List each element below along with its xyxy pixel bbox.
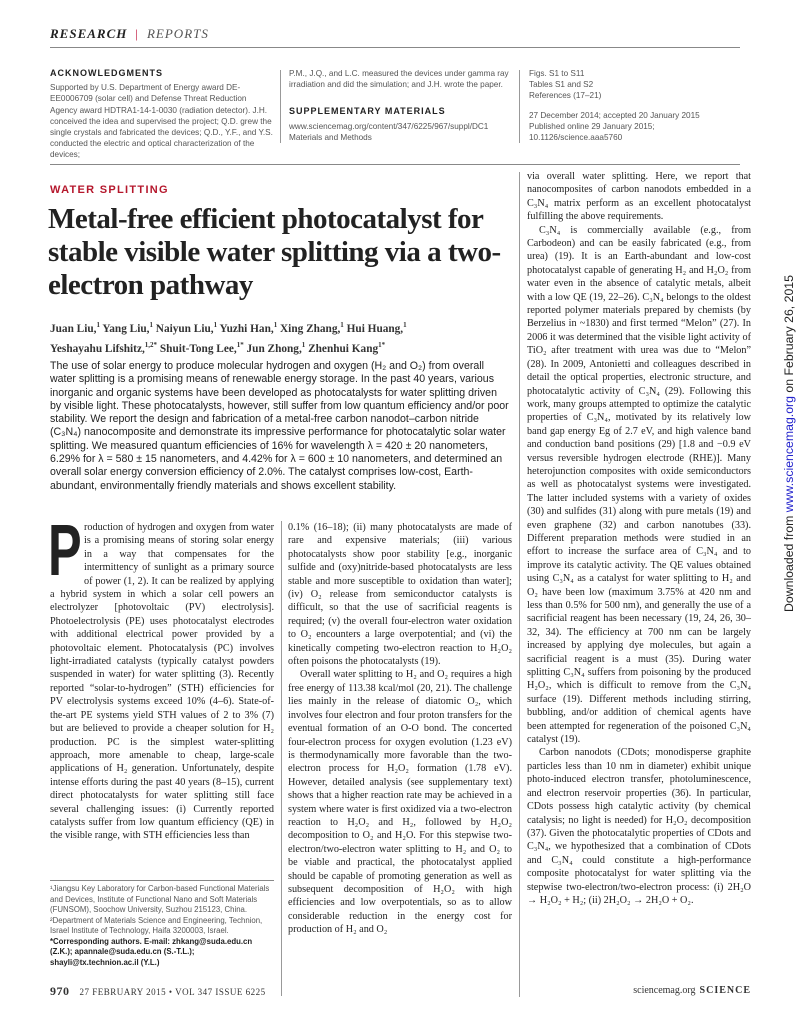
body-column-2 [288, 521, 512, 937]
body-column-3 [527, 170, 751, 907]
doi: 10.1126/science.aaa5760 [529, 133, 623, 143]
supplementary-item: Materials and Methods [289, 132, 372, 142]
column-divider [281, 521, 282, 996]
acknowledgments-text: Supported by U.S. Department of Energy award DE-EE0006709 (solar cell) and Defense Threat Reduction Agency award HDTRA1-14-1-0030 (radiation detector). J.H. conceived the idea and supervised the project; Q.D. grew the single crystals and fabricated the devices; Q.D., Y.F., and Y.S. conducted the electric and optical characterization of the devices; [50, 83, 273, 160]
author: Zhenhui Kang$^{1*}$ [308, 340, 386, 355]
body-column-1 [48, 511, 274, 843]
supplementary-url[interactable]: www.sciencemag.org/content/347/6225/967/suppl/DC1 [289, 121, 489, 131]
body-paragraph: roduction of hydrogen and oxygen from water is a promising means of storing solar energy in a way that compensates for the intermittency of sunlight as a primary source of power (1, 2). It can be realized by applying a hybrid system in which a solar cell powers an electrolyzer [photovoltaic (PV) electrolysis]. Photoelectrolysis (PE) uses photocatalyst electrodes with additional electrical power provided by a photovoltaic element. Photocatalysis (PC) involves light-irradiated catalysts (typically catalyst powders suspended in water) for water splitting (3). Recently reported “solar-to-hydrogen” (STH) efficiencies for PV electrolysis systems exceed 10% (4–6). State-of-the-art PE systems yield STH values of 2 to 3% (7) but are believed to provide a cheaper solution for H₂ production. PC is the simplest water-splitting approach, more amenable to cheap, large-scale applications of H₂ generation. Unfortunately, despite intense efforts during the past 40 years (8–15), current direct photocatalysts for water splitting still face several challenging issues: (i) Currently reported catalysts suffer from low quantum efficiency (QE) in the visible range, with STH efficiencies less than [50, 522, 274, 842]
author: Hui Huang,$^1$ [346, 321, 407, 335]
section-label: RESEARCH [50, 26, 128, 41]
issue-line: 27 FEBRUARY 2015 • VOL 347 ISSUE 6225 [79, 987, 266, 997]
corresponding-authors: *Corresponding authors. E-mail: zhkang@suda.edu.cn (Z.K.); apannale@suda.edu.cn (S.-T.L.); shayli@tx.technion.ac.il (Y.L.) [50, 936, 253, 967]
published-date: Published online 29 January 2015; [529, 121, 655, 131]
author: Shuit-Tong Lee,$^{1*}$ [159, 340, 244, 355]
folio-left [50, 984, 266, 999]
column-divider [519, 70, 520, 143]
drop-cap: P [48, 511, 82, 591]
footnote [50, 880, 274, 968]
separator: | [135, 26, 139, 41]
body-paragraph: Carbon nanodots (CDots; monodisperse graphite particles less than 10 nm in diameter) exhibit unique photo-induced electron transfer, photoluminescence, and electron reservoir properties (36). In particular, CDots possess high catalytic activity (by chemical catalysis; no light is needed) for H₂O₂ decomposition (37). Given the photocatalytic properties of CDots and C₃N₄, we hypothesized that a combination of CDots and C₃N₄ could constitute a high-performance composite photocatalyst for water splitting via the stepwise two-electron/two-electron process: (i) 2H₂O → H₂O₂ + H₂; (ii) 2H₂O₂ → 2H₂O + O₂. [527, 747, 751, 906]
download-link[interactable]: www.sciencemag.org [782, 396, 796, 513]
site-name: sciencemag.org [633, 985, 696, 996]
running-head [50, 26, 740, 42]
supplementary-item: Tables S1 and S2 [529, 80, 594, 90]
acknowledgments-heading: ACKNOWLEDGMENTS [50, 68, 163, 78]
article-title: Metal-free efficient photocatalyst for stable visible water splitting via a two-electron pathway [48, 203, 501, 301]
ack-bottom-rule [50, 164, 740, 165]
supplementary-item: References (17–21) [529, 91, 602, 101]
body-paragraph: via overall water splitting. Here, we report that nanocomposites of carbon nanodots embedded in a C₃N₄ matrix perform as an excellent photocatalyst fulfilling the above requirements. [527, 171, 751, 223]
body-paragraph: C₃N₄ is commercially available (e.g., from Carbodeon) and can be easily fabricated (e.g., from urea) (19). It is an Earth-abundant and low-cost photocatalyst capable of generating H₂ and H₂O₂ from water even in the absence of catalytic metals, albeit with a low QE (19, 22–26). C₃N₄ belongs to the oldest reported polymer materials prepared by chemists (by Berzelius in ~1830) and first termed “Melon” (27). In 2006 it was determined that the visible light activity of TiO₂ after treatment with urea was due to “Melon” (28). In 2009, Antonietti and colleagues described in detail the optical properties, electronic structure, and photocatalytic activity of C₃N₄ (29). Following this work, many groups attempted to optimize the catalytic properties of C₃N₄, motivated by its relatively low band gap energy Eg of 2.7 eV, and high valence band and conduction band positions (29) [1.8 and −0.9 eV versus reversible hydrogen electrode (RHE)]. Many heterojunction composites with oxide semiconductors as well as photocatalyst systems were investigated. The latter included systems with a variety of oxides (30) and sulfides (31) along with pure metals (19) and even graphene (32) and carbon nanotubes (33). Different preparation methods were studied in an effort to increase the surface area of C₃N₄ and to improve its catalytic activity. The QE values obtained using C₃N₄ as a catalyst for water splitting to H₂ and O₂ have been low (maximum 3.75% at 420 nm and less than 0.5% for 500 nm), and generally the use of a sacrificial reagent has been necessary (19, 24, 26, 30–32, 34). The efficiency at 700 nm can be largely increased by applying dye molecules, but again a sacrificial reagent is a must (35). During water splitting C₃N₄ suffers from poisoning by the produced H₂O₂, which is difficult to remove from the C₃N₄ surface (19). Different methods including stirring, bubbling, and/or addition of chemical agents have been attempted for regeneration of the poisoned C₃N₄ catalyst (19). [527, 224, 751, 746]
header-rule [50, 47, 740, 48]
author: Juan Liu,$^1$ [50, 321, 100, 335]
page-number: 970 [50, 984, 70, 998]
author: Naiyun Liu,$^1$ [155, 321, 218, 335]
column-divider [280, 70, 281, 143]
author: Jun Zhong,$^1$ [246, 340, 306, 355]
acknowledgments [50, 68, 275, 161]
body-paragraph: Overall water splitting to H₂ and O₂ requires a high free energy of 113.38 kcal/mol (20, 21). The challenge lies mainly in the release of diatomic O₂, which involves four electron and four proton transfers for the eventual formation of an O-O bond. The concerted four-electron process for oxygen evolution (1.23 eV) is thermodynamically more favorable than the two-electron process for H₂O₂ formation (1.78 eV). However, detailed analysis (see supplementary text) shows that a higher reaction rate may be achieved in a system where water is first oxidized via a two-electron reaction to H₂O₂ and H₂, followed by H₂O₂ decomposition to O₂ and H₂O. For this stepwise two-electron/two-electron water splitting to H₂ and O₂ to be viable and practical, the photocatalyst applied should be capable of promoting generation as well as subsequent decomposition of H₂O₂ with high efficiencies and low overpotentials, so as to allow considerable reduction in the energy cost for production of H₂ and O₂ [288, 669, 512, 936]
abstract: The use of solar energy to produce molecular hydrogen and oxygen (H₂ and O₂) from overall water splitting is a promising means of renewable energy storage. In the past 40 years, various inorganic and organic systems have been developed as photocatalysts for water splitting driven by visible light. These photocatalysts, however, still suffer from low quantum efficiency and/or poor stability. We report the design and fabrication of a metal-free carbon nanodot–carbon nitride (C₃N₄) nanocomposite and demonstrate its impressive performance for photocatalytic solar water splitting. We measured quantum efficiencies of 16% for wavelength λ = 420 ± 20 nanometers, 6.29% for λ = 580 ± 15 nanometers, and 4.42% for λ = 600 ± 10 nanometers, and determined an overall solar energy conversion efficiency of 2.0%. The catalyst comprises low-cost, Earth-abundant, environmentally friendly materials and shows excellent stability. [50, 360, 509, 492]
subsection-label: REPORTS [146, 26, 209, 41]
affiliations: ¹Jiangsu Key Laboratory for Carbon-based Functional Materials and Devices, Institute of Functional Nano and Soft Materials (FUNSOM), Soochow University, Suzhou 215123, China. ²Department of Materials Science and Engineering, Technion, Israel Institute of Technology, Haifa 3200003, Israel. [50, 884, 270, 935]
received-date: 27 December 2014; accepted 20 January 2015 [529, 110, 700, 120]
journal-brand: SCIENCE [699, 985, 751, 996]
section-tag: WATER SPLITTING [50, 184, 169, 196]
acknowledgments-cont [289, 68, 509, 143]
column-divider [519, 172, 520, 997]
author: Xing Zhang,$^1$ [280, 321, 344, 335]
folio-right [633, 985, 751, 996]
author: Yuzhi Han,$^1$ [219, 321, 278, 335]
body-paragraph: 0.1% (16–18); (ii) many photocatalysts are made of rare and expensive materials; (iii) various photocatalysts show poor stability [e.g., inorganic sulfide and (oxy)nitride-based photocatalysts are less stable and more susceptible to oxidation than water]; (iv) O₂ release from semiconductor catalysts is difficult, so that the use of sacrificial reagents is required; (v) the overall four-electron water oxidation to O₂ encounters a large overpotential; and (vi) the kinetically competing two-electron reaction to H₂O₂ often poisons the photocatalysts (19). [288, 522, 512, 668]
supplementary-item: Figs. S1 to S11 [529, 69, 585, 78]
download-stamp: Downloaded from www.sciencemag.org on February 26, 2015 [782, 275, 796, 612]
author-list [50, 317, 510, 357]
supplementary-list [529, 68, 749, 143]
supplementary-heading: SUPPLEMENTARY MATERIALS [289, 106, 446, 117]
acknowledgments-text-cont: P.M., J.Q., and L.C. measured the devices under gamma ray irradiation and did the simulation; and J.H. wrote the paper. [289, 69, 509, 90]
author: Yeshayahu Lifshitz,$^{1,2*}$ [50, 340, 158, 355]
author: Yang Liu,$^1$ [102, 321, 153, 335]
